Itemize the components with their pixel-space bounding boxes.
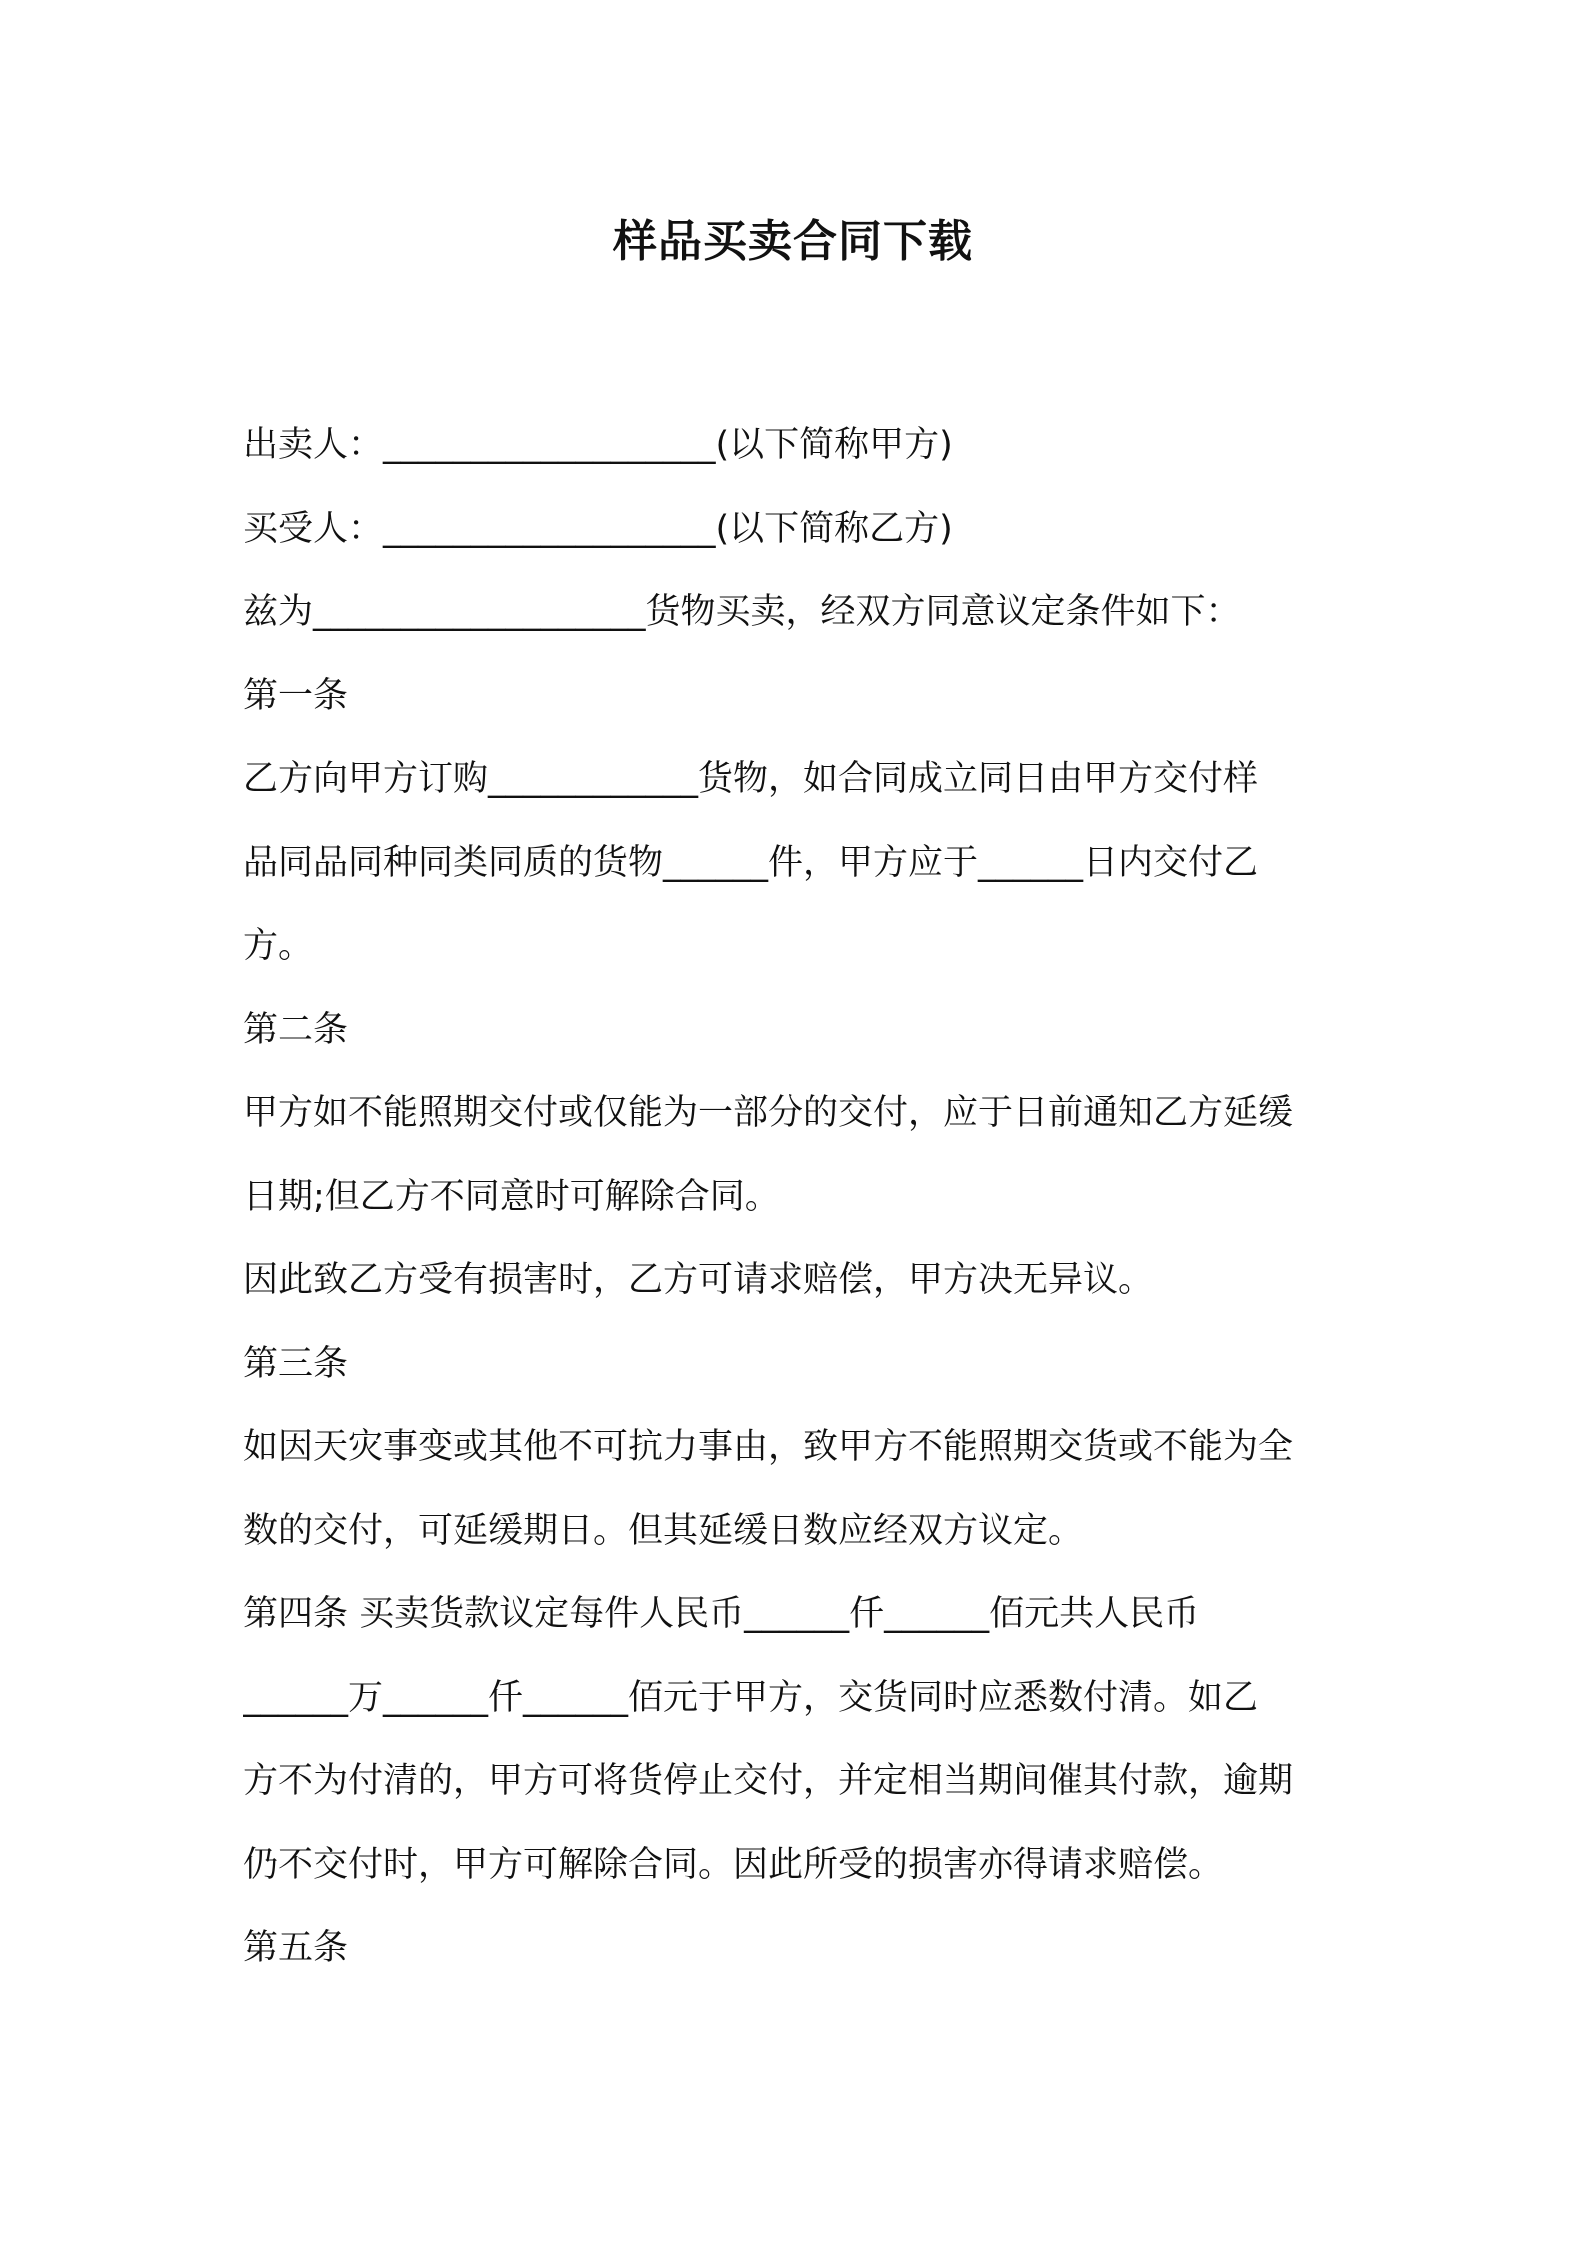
article-3-heading: 第三条	[243, 1343, 349, 1384]
article-2-text-line: 日期;但乙方不同意时可解除合同。	[243, 1176, 780, 1217]
article-4-text-line: ______万______仟______佰元于甲方，交货同时应悉数付清。如乙	[243, 1677, 1259, 1718]
article-4-text-line: 仍不交付时，甲方可解除合同。因此所受的损害亦得请求赔偿。	[243, 1844, 1224, 1885]
article-4-text-line: 第四条 买卖货款议定每件人民币______仟______佰元共人民币	[243, 1594, 1200, 1634]
article-2-text-line: 因此致乙方受有损害时，乙方可请求赔偿，甲方决无异议。	[243, 1260, 1154, 1300]
article-2-heading: 第二条	[243, 1009, 349, 1050]
article-1-heading: 第一条	[243, 675, 349, 716]
document-title: 样品买卖合同下载	[613, 216, 973, 267]
article-4-text-line: 方不为付清的，甲方可将货停止交付，并定相当期间催其付款，逾期	[243, 1761, 1294, 1801]
document-body	[243, 404, 1353, 1991]
article-1-text-line: 乙方向甲方订购____________货物，如合同成立同日由甲方交付样	[243, 759, 1259, 799]
article-5-heading: 第五条	[243, 1928, 349, 1968]
article-3-text-line: 数的交付，可延缓期日。但其延缓日数应经双方议定。	[243, 1510, 1084, 1551]
article-1-text-line: 方。	[243, 926, 314, 966]
buyer-line: 买受人：___________________(以下简称乙方)	[243, 508, 953, 549]
article-1-text-line: 品同品同种同类同质的货物______件，甲方应于______日内交付乙	[243, 842, 1259, 883]
preamble-line: 兹为___________________货物买卖，经双方同意议定条件如下：	[243, 592, 1241, 632]
article-3-text-line: 如因天灾事变或其他不可抗力事由，致甲方不能照期交货或不能为全	[243, 1427, 1294, 1467]
article-2-text-line: 甲方如不能照期交付或仅能为一部分的交付，应于日前通知乙方延缓	[243, 1093, 1294, 1133]
seller-line: 出卖人：___________________(以下简称甲方)	[243, 425, 953, 465]
